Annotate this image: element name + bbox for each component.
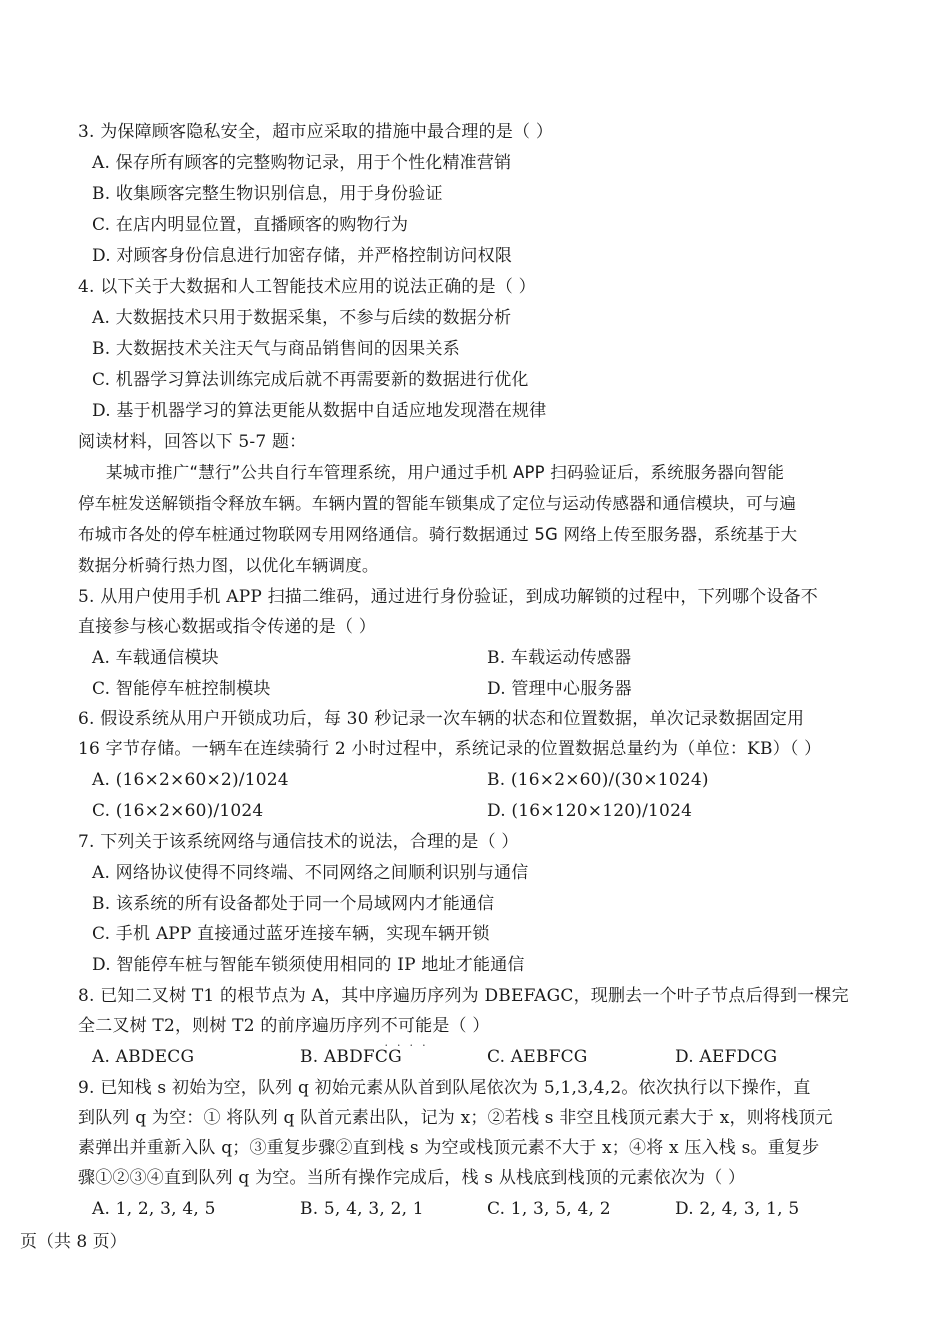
q7-option-d: D. 智能停车桩与智能车锁须使用相同的 IP 地址才能通信 xyxy=(92,955,525,975)
q6-option-b: B. (16×2×60)/(30×1024) xyxy=(487,770,709,790)
q3-option-d: D. 对顾客身份信息进行加密存储，并严格控制访问权限 xyxy=(92,246,513,266)
q6-stem-line-1: 6. 假设系统从用户开锁成功后，每 30 秒记录一次车辆的状态和位置数据，单次记录数据固定用 xyxy=(78,709,805,729)
q9-option-d: D. 2, 4, 3, 1, 5 xyxy=(675,1199,800,1219)
q9-option-c: C. 1, 3, 5, 4, 2 xyxy=(487,1199,611,1219)
q6-option-c: C. (16×2×60)/1024 xyxy=(92,801,264,821)
q8-option-c: C. AEBFCG xyxy=(487,1047,588,1067)
q9-option-b: B. 5, 4, 3, 2, 1 xyxy=(300,1199,424,1219)
q7-option-c: C. 手机 APP 直接通过蓝牙连接车辆，实现车辆开锁 xyxy=(92,924,490,944)
q6-option-a: A. (16×2×60×2)/1024 xyxy=(92,770,289,790)
q7-option-a: A. 网络协议使得不同终端、不同网络之间顺利识别与通信 xyxy=(92,863,529,883)
q4-option-b: B. 大数据技术关注天气与商品销售间的因果关系 xyxy=(92,339,460,359)
q8-stem-line-1: 8. 已知二叉树 T1 的根节点为 A，其中序遍历序列为 DBEFAGC，现删去一个叶子节点后得到一棵完 xyxy=(78,986,849,1006)
q5-option-a: A. 车载通信模块 xyxy=(92,648,219,668)
q4-option-c: C. 机器学习算法训练完成后就不再需要新的数据进行优化 xyxy=(92,370,529,390)
q5-option-c: C. 智能停车桩控制模块 xyxy=(92,679,271,699)
q9-stem-line-4: 骤①②③④直到队列 q 为空。当所有操作完成后，栈 s 从栈底到栈顶的元素依次为（ ） xyxy=(78,1168,746,1188)
q8-option-d: D. AEFDCG xyxy=(675,1047,778,1067)
q9-stem-line-1: 9. 已知栈 s 初始为空，队列 q 初始元素从队首到队尾依次为 5,1,3,4,2。依次执行以下操作，直 xyxy=(78,1078,811,1098)
q4-stem: 4. 以下关于大数据和人工智能技术应用的说法正确的是（ ） xyxy=(78,277,536,297)
q8-stem-line-2-pre: 全二叉树 T2，则树 T2 的前序遍历序列 xyxy=(78,1016,381,1036)
q6-option-d: D. (16×120×120)/1024 xyxy=(487,801,693,821)
q8-option-b: B. ABDFCG xyxy=(300,1047,402,1067)
q7-stem: 7. 下列关于该系统网络与通信技术的说法，合理的是（ ） xyxy=(78,832,519,852)
q3-option-a: A. 保存所有顾客的完整购物记录，用于个性化精准营销 xyxy=(92,153,512,173)
q9-stem-line-2: 到队列 q 为空：① 将队列 q 队首元素出队，记为 x；②若栈 s 非空且栈顶元素大于 x，则将栈顶元 xyxy=(78,1108,833,1128)
q6-stem-line-2: 16 字节存储。一辆车在连续骑行 2 小时过程中，系统记录的位置数据总量约为（单位：KB）（ ） xyxy=(78,739,822,759)
q8-emphasis-not-possible: 不可能 • • • • xyxy=(381,1016,433,1036)
reading-line-4: 数据分析骑行热力图，以优化车辆调度。 xyxy=(78,556,379,575)
q8-stem-line-2 xyxy=(78,1015,490,1037)
q7-option-b: B. 该系统的所有设备都处于同一个局域网内才能通信 xyxy=(92,894,495,914)
q5-stem-line-2: 直接参与核心数据或指令传递的是（ ） xyxy=(78,617,377,637)
q4-option-a: A. 大数据技术只用于数据采集，不参与后续的数据分析 xyxy=(92,308,512,328)
reading-line-3: 布城市各处的停车桩通过物联网专用网络通信。骑行数据通过 5G 网络上传至服务器，系统基于大 xyxy=(78,525,798,544)
reading-intro: 阅读材料，回答以下 5-7 题： xyxy=(78,432,307,452)
q5-stem-line-1: 5. 从用户使用手机 APP 扫描二维码，通过进行身份验证，到成功解锁的过程中，下列哪个设备不 xyxy=(78,587,818,607)
q3-option-c: C. 在店内明显位置，直播顾客的购物行为 xyxy=(92,215,409,235)
q3-option-b: B. 收集顾客完整生物识别信息，用于身份验证 xyxy=(92,184,443,204)
reading-line-2: 停车桩发送解锁指令释放车辆。车辆内置的智能车锁集成了定位与运动传感器和通信模块，可与遍 xyxy=(78,494,797,513)
page-footer: 页（共 8 页） xyxy=(20,1232,127,1252)
q3-stem: 3. 为保障顾客隐私安全，超市应采取的措施中最合理的是（ ） xyxy=(78,122,554,142)
q5-option-d: D. 管理中心服务器 xyxy=(487,679,632,699)
q9-stem-line-3: 素弹出并重新入队 q；③重复步骤②直到栈 s 为空或栈顶元素不大于 x；④将 x 压入栈 s。重复步 xyxy=(78,1138,820,1158)
q8-stem-line-2-post: 是（ ） xyxy=(432,1016,490,1036)
q8-option-a: A. ABDECG xyxy=(92,1047,195,1067)
q9-option-a: A. 1, 2, 3, 4, 5 xyxy=(92,1199,216,1219)
reading-line-1: 某城市推广“慧行”公共自行车管理系统，用户通过手机 APP 扫码验证后，系统服务器向智能 xyxy=(106,463,785,482)
q5-option-b: B. 车载运动传感器 xyxy=(487,648,632,668)
q4-option-d: D. 基于机器学习的算法更能从数据中自适应地发现潜在规律 xyxy=(92,401,547,421)
